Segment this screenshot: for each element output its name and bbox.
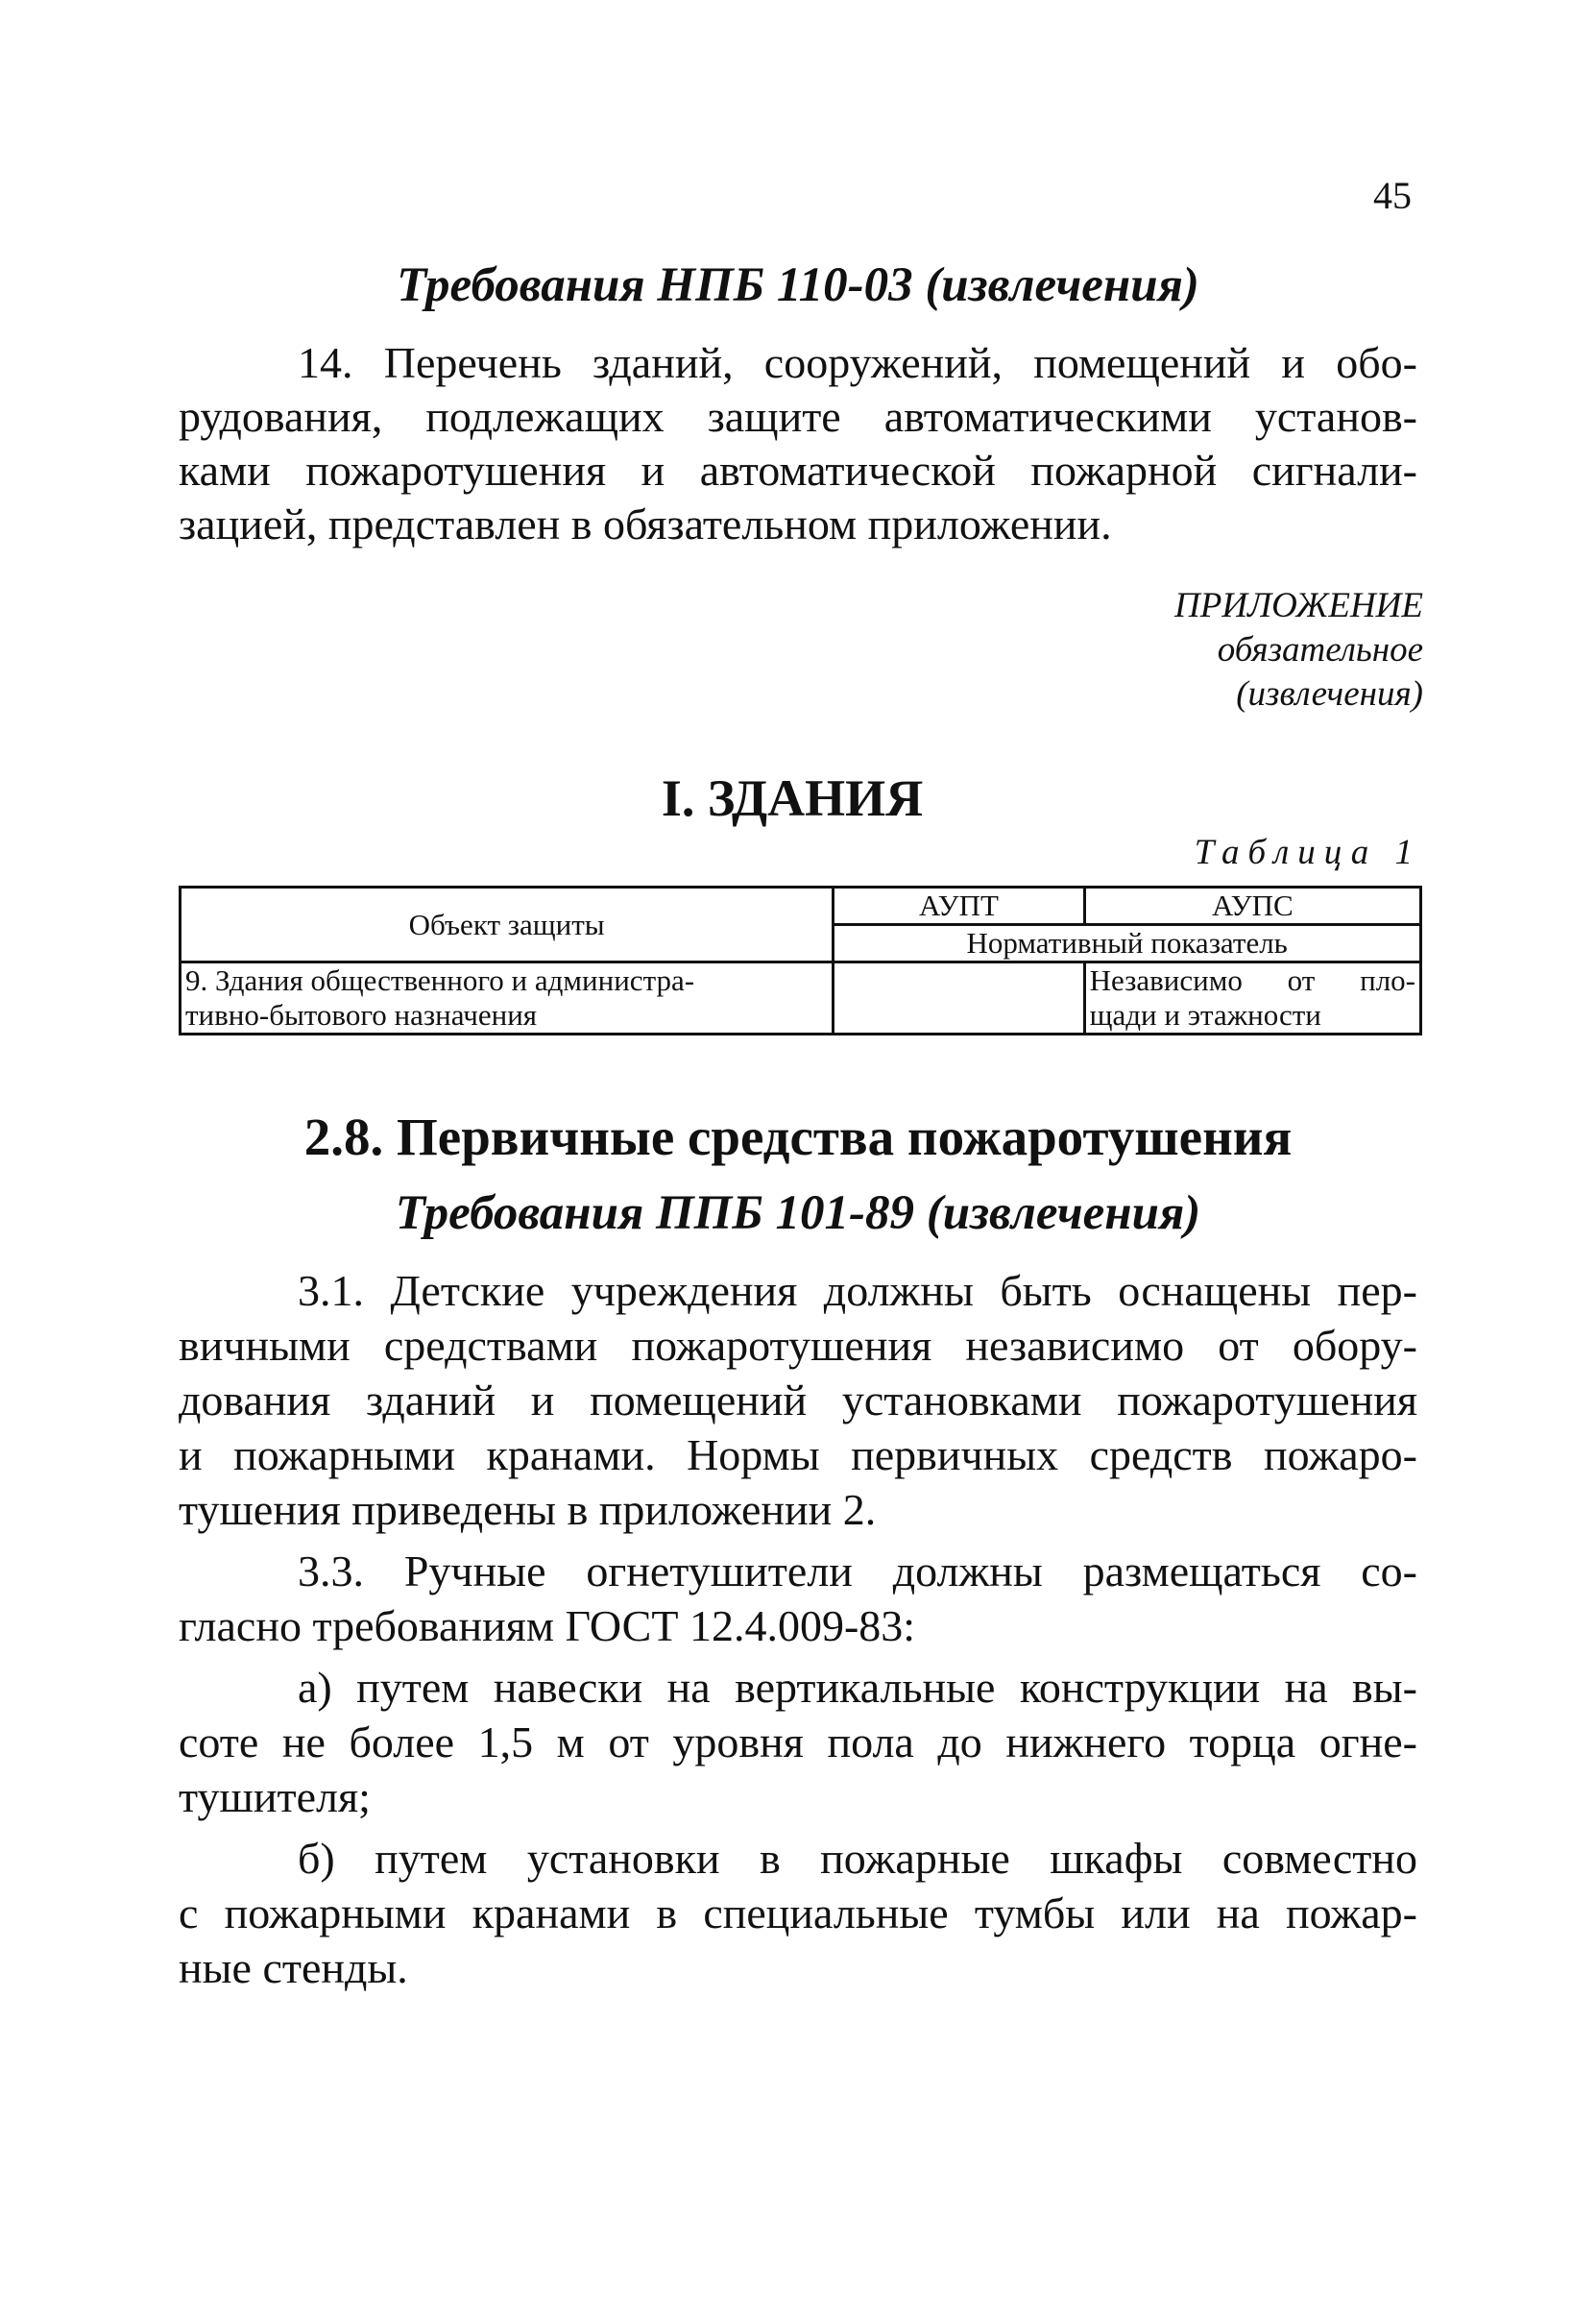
- cell-object: [181, 962, 834, 1035]
- cell-object-line: тивно-бытового назначения: [185, 998, 538, 1032]
- paragraph-line: 3.1. Детские учреждения должны быть оснащены пер-: [298, 1266, 1417, 1315]
- table-row: [181, 962, 1421, 1035]
- paragraph-line: б) путем установки в пожарные шкафы совместно: [298, 1834, 1417, 1883]
- paragraph-line: 3.3. Ручные огнетушители должны размещаться со-: [298, 1547, 1417, 1595]
- section-title-primary-means: 2.8. Первичные средства пожаротушения: [303, 1108, 1293, 1166]
- heading-npb-requirements: Требования НПБ 110-03 (извлечения): [397, 258, 1199, 312]
- paragraph-line: рудования, подлежащих защите автоматическими установ-: [179, 392, 1417, 441]
- header-object: Объект защиты: [181, 888, 834, 962]
- appendix-title: ПРИЛОЖЕНИЕ: [1174, 586, 1423, 625]
- paragraph-line: с пожарными кранами в специальные тумбы или на пожар-: [179, 1888, 1417, 1937]
- paragraph-line: дования зданий и помещений установками пожаротушения: [179, 1376, 1417, 1425]
- paragraph-line: соте не более 1,5 м от уровня пола до нижнего торца огне-: [179, 1717, 1417, 1766]
- heading-ppb-requirements: Требования ППБ 101-89 (извлечения): [395, 1186, 1201, 1240]
- paragraph-line: ками пожаротушения и автоматической пожарной сигнали-: [179, 446, 1417, 495]
- cell-aups-line: щади и этажности: [1089, 998, 1321, 1032]
- paragraph-line: 14. Перечень зданий, сооружений, помещений и обо-: [298, 338, 1417, 387]
- paragraph-line: тушения приведены в приложении 2.: [179, 1485, 877, 1534]
- cell-aups: [1084, 962, 1420, 1035]
- table-header-row: [181, 888, 1421, 925]
- cell-object-line: 9. Здания общественного и администра-: [185, 963, 695, 997]
- paragraph-line: тушителя;: [179, 1772, 371, 1821]
- cell-aupt: [834, 962, 1084, 1035]
- page-number: 45: [1373, 174, 1412, 217]
- appendix-label: [1056, 584, 1423, 717]
- section-title-buildings: I. ЗДАНИЯ: [661, 769, 924, 827]
- paragraph-line: и пожарными кранами. Нормы первичных средств пожаро-: [179, 1430, 1417, 1479]
- table-caption: Таблица 1: [1194, 833, 1421, 872]
- paragraph-line: зацией, представлен в обязательном приложении.: [179, 499, 1112, 548]
- paragraph-line: вичными средствами пожаротушения независимо от обору-: [179, 1321, 1417, 1370]
- header-aupt: АУПТ: [834, 888, 1084, 925]
- norms-table: [179, 886, 1422, 1035]
- paragraph-line: а) путем навески на вертикальные конструкции на вы-: [298, 1663, 1417, 1712]
- paragraph-line: ные стенды.: [179, 1943, 408, 1992]
- header-aups: АУПС: [1084, 888, 1420, 925]
- appendix-type: обязательное: [1217, 630, 1423, 670]
- appendix-note: (извлечения): [1236, 674, 1423, 714]
- cell-aups-line: Независимо от пло-: [1089, 963, 1415, 997]
- header-normative: Нормативный показатель: [834, 925, 1421, 962]
- paragraph-line: гласно требованиям ГОСТ 12.4.009-83:: [179, 1601, 916, 1650]
